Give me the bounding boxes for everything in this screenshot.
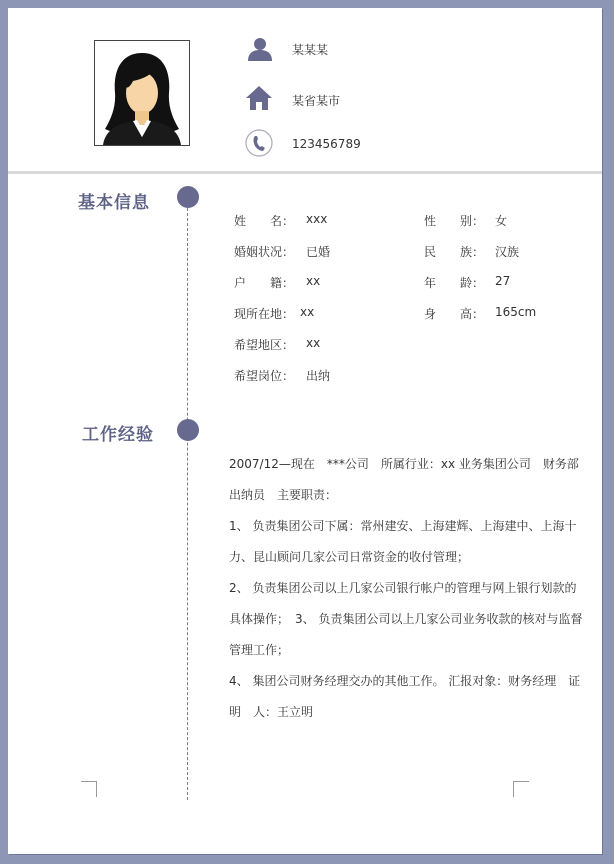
value-marital: 已婚	[306, 245, 331, 259]
value-desired-position: 出纳	[306, 369, 331, 383]
label-hukou: 户 籍：	[234, 276, 295, 290]
label-height: 身 高：	[424, 307, 485, 321]
timeline-dot-basic	[177, 186, 199, 208]
work-experience-body	[229, 449, 593, 728]
work-paragraph: 4、 集团公司财务经理交办的其他工作。 汇报对象：财务经理 证 明 人：王立明	[229, 674, 593, 719]
section-title-work: 工作经验	[82, 425, 154, 445]
work-paragraph: 2、 负责集团公司以上几家公司银行帐户的管理与网上银行划款的具体操作； 3、 负责集团公司以上几家公司业务收款的核对与监督管理工作；	[229, 581, 583, 657]
value-ethnicity: 汉族	[495, 245, 520, 259]
avatar-illustration	[95, 41, 189, 145]
value-desired-region: xx	[306, 336, 321, 350]
name-text: 某某某	[292, 43, 329, 57]
label-gender: 性 别：	[424, 214, 485, 228]
person-icon	[245, 34, 275, 64]
label-current-location: 现所在地：	[234, 307, 295, 321]
work-paragraph: 1、 负责集团公司下属：常州建安、上海建辉、上海建中、上海十力、昆山顾问几家公司日常资金的收付管理；	[229, 519, 577, 564]
profile-photo	[94, 40, 190, 146]
timeline-line	[187, 208, 188, 800]
value-hukou: xx	[306, 274, 321, 288]
label-age: 年 龄：	[424, 276, 485, 290]
location-text: 某省某市	[292, 94, 341, 108]
section-title-basic: 基本信息	[78, 193, 150, 213]
resume-page	[8, 8, 602, 854]
value-age: 27	[495, 274, 511, 288]
value-name: xxx	[306, 212, 328, 226]
work-paragraph: 2007/12—现在 ***公司 所属行业：xx 业务集团公司 财务部 出纳员 主要职责：	[229, 457, 591, 502]
label-desired-region: 希望地区：	[234, 338, 295, 352]
phone-text: 123456789	[292, 137, 361, 151]
header-divider	[8, 171, 602, 174]
value-current-location: xx	[300, 305, 315, 319]
home-icon	[244, 83, 274, 113]
label-ethnicity: 民 族：	[424, 245, 485, 259]
label-marital: 婚姻状况：	[234, 245, 295, 259]
phone-icon	[244, 128, 274, 158]
value-gender: 女	[495, 214, 508, 228]
corner-mark-left	[81, 781, 97, 797]
value-height: 165cm	[495, 305, 537, 319]
timeline-dot-work	[177, 419, 199, 441]
corner-mark-right	[513, 781, 529, 797]
label-name: 姓 名：	[234, 214, 295, 228]
label-desired-position: 希望岗位：	[234, 369, 295, 383]
